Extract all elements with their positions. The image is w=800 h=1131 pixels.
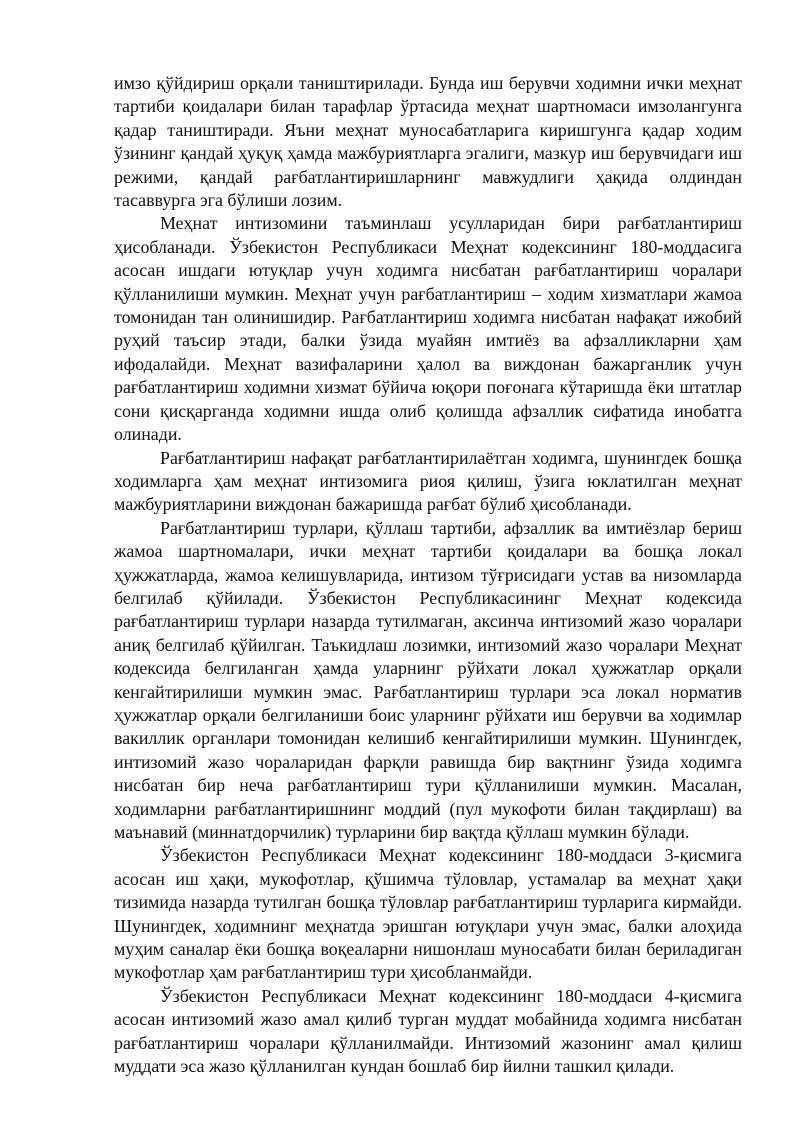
paragraph-4: Рағбатлантириш турлари, қўллаш тартиби, афзаллик ва имтиёзлар бериш жамоа шартномалари, ички меҳнат тартиби қоидалари ва бошқа локал ҳужжатларда, жамоа келишувларида, интизом тўғрисидаги устав ва низомларда белгилаб қўйилади. Ўзбекистон Республикасининг Меҳнат кодексида рағбатлантириш турлари назарда тутилмаган, аксинча интизомий жазо чоралари аниқ белгилаб қўйилган. Таъкидлаш лозимки, интизомий жазо чоралари Меҳнат кодексида белгиланган ҳамда уларнинг рўйхати локал ҳужжатлар орқали кенгайтирилиши мумкин эмас. Рағбатлантириш турлари эса локал норматив ҳужжатлар орқали белгиланиши боис уларнинг рўйхати иш берувчи ва ходимлар вакиллик органлари томонидан келишиб кенгайтирилиши мумкин. Шунингдек, интизомий жазо чораларидан фарқли равишда бир вақтнинг ўзида ходимга нисбатан бир неча рағбатлантириш тури қўлланилиши мумкин. Масалан, ходимларни рағбатлантиришнинг моддий (пул мукофоти билан тақдирлаш) ва маънавий (миннатдорчилик) турларини бир вақтда қўллаш мумкин бўлади.: [114, 517, 742, 842]
paragraph-6: Ўзбекистон Республикаси Меҳнат кодексининг 180-моддаси 4-қисмига асосан интизомий жазо амал қилиб турган муддат мобайнида ходимга нисбатан рағбатлантириш чоралари қўлланилмайди. Интизомий жазонинг амал қилиш муддати эса жазо қўлланилган кундан бошлаб бир йилни ташкил қилади.: [114, 985, 742, 1077]
document-page: [114, 72, 742, 1078]
paragraph-2: Меҳнат интизомини таъминлаш усулларидан бири рағбатлантириш ҳисобланади. Ўзбекистон Республикаси Меҳнат кодексининг 180-моддасига асосан ишдаги ютуқлар учун ходимга нисбатан рағбатлантириш чоралари қўлланилиши мумкин. Меҳнат учун рағбатлантириш – ходим хизматлари жамоа томонидан тан олинишидир. Рағбатлантириш ходимга нисбатан нафақат ижобий руҳий таъсир этади, балки ўзида муайян имтиёз ва афзалликларни ҳам ифодалайди. Меҳнат вазифаларини ҳалол ва виждонан бажарганлик учун рағбатлантириш ходимни хизмат бўйича юқори поғонага кўтаришда ёки штатлар сони қисқарганда ходимни ишда олиб қолишда афзаллик сифатида инобатга олинади.: [114, 213, 742, 445]
paragraph-5: Ўзбекистон Республикаси Меҳнат кодексининг 180-моддаси 3-қисмига асосан иш ҳақи, мукофотлар, қўшимча тўловлар, устамалар ва меҳнат ҳақи тизимида назарда тутилган бошқа тўловлар рағбатлантириш турларига кирмайди. Шунингдек, ходимнинг меҳнатда эришган ютуқлари учун эмас, балки алоҳида муҳим саналар ёки бошқа воқеаларни нишонлаш муносабати билан бериладиган мукофотлар ҳам рағбатлантириш тури ҳисобланмайди.: [114, 845, 742, 983]
paragraph-3: Рағбатлантириш нафақат рағбатлантирилаётган ходимга, шунингдек бошқа ходимларга ҳам меҳнат интизомига риоя қилиш, ўзига юклатилган меҳнат мажбуриятларини виждонан бажаришда рағбат бўлиб ҳисобланади.: [114, 447, 742, 515]
paragraph-1: имзо қўйдириш орқали таништирилади. Бунда иш берувчи ходимни ички меҳнат тартиби қоидалари билан тарафлар ўртасида меҳнат шартномаси имзолангунга қадар таништиради. Яъни меҳнат муносабатларига киришгунга қадар ходим ўзининг қандай ҳуқуқ ҳамда мажбуриятларга эгалиги, мазкур иш берувчидаги иш режими, қандай рағбатлантиришларнинг мавжудлиги ҳақида олдиндан тасаввурга эга бўлиши лозим.: [114, 73, 742, 211]
